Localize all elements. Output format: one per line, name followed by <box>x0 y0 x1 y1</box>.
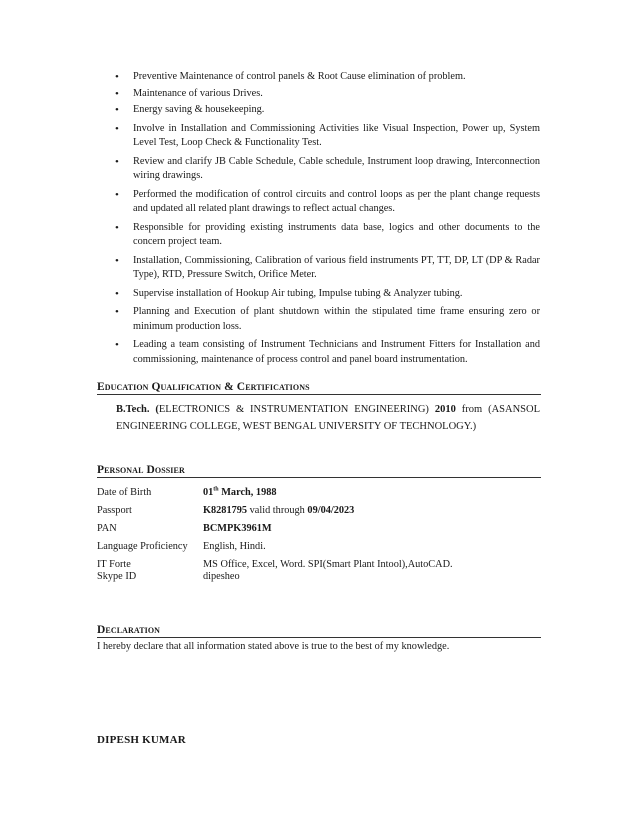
signature-name: DIPESH KUMAR <box>97 734 186 746</box>
graduation-year: 2010 <box>434 404 456 415</box>
list-item: • Responsible for providing existing instruments data base, logics and other documents to the concern project team. <box>104 221 540 250</box>
list-item: • Leading a team consisting of Instrument Technicians and Instrument Fitters for Installation and commissioning, maintenance of process control and panel board instrumentation. <box>104 338 540 367</box>
list-item: • Performed the modification of control circuits and control loops as per the plant change requests and updated all related plant drawings to reflect actual changes. <box>104 188 540 217</box>
passport-valid-text: valid through <box>249 505 305 516</box>
table-row <box>97 541 453 559</box>
list-item: • Maintenance of various Drives. <box>104 87 540 102</box>
it-label: IT Forte <box>97 559 131 570</box>
list-item: • Supervise installation of Hookup Air tubing, Impulse tubing & Analyzer tubing. <box>104 287 540 302</box>
language-label: Language Proficiency <box>97 541 188 552</box>
open-paren: ( <box>155 404 159 415</box>
personal-details-table <box>97 487 453 583</box>
institution: from (ASANSOL ENGINEERING COLLEGE, WEST BENGAL UNIVERSITY OF TECHNOLOGY.) <box>116 404 541 432</box>
skype-label: Skype ID <box>97 571 137 582</box>
language-value: English, Hindi. <box>203 541 266 552</box>
list-item: • Installation, Commissioning, Calibration of various field instruments PT, TT, DP, LT (DP & Radar Type), RTD, Pressure Switch, Orifice Meter. <box>104 254 540 283</box>
it-value: MS Office, Excel, Word. SPI(Smart Plant Intool),AutoCAD. <box>203 559 453 570</box>
education-heading: Education Qualification & Certifications <box>97 381 541 395</box>
table-row <box>97 505 453 523</box>
dob-month-year: March, 1988 <box>221 487 277 499</box>
table-row <box>97 487 453 505</box>
dob-label: Date of Birth <box>97 487 152 498</box>
dob-value <box>203 487 453 505</box>
list-item: • Planning and Execution of plant shutdown within the stipulated time frame ensuring zero or minimum production loss. <box>104 305 540 334</box>
pan-number: BCMPK3961M <box>203 523 272 534</box>
table-row <box>97 559 453 571</box>
list-item: • Preventive Maintenance of control panels & Root Cause elimination of problem. <box>104 70 540 85</box>
skype-value: dipesheo <box>203 571 240 582</box>
list-item: • Review and clarify JB Cable Schedule, Cable schedule, Instrument loop drawing, Interconnection wiring drawings. <box>104 155 540 184</box>
dob-suffix: th <box>213 487 219 493</box>
passport-number: K8281795 <box>203 505 248 516</box>
table-row <box>97 571 453 583</box>
responsibilities-list <box>104 70 540 371</box>
passport-label: Passport <box>97 505 132 516</box>
personal-heading: Personal Dossier <box>97 464 541 478</box>
list-item: • Energy saving & housekeeping. <box>104 103 540 118</box>
degree: B.Tech. <box>116 404 150 415</box>
declaration-heading: Declaration <box>97 624 541 638</box>
table-row <box>97 523 453 541</box>
declaration-text: I hereby declare that all information stated above is true to the best of my knowledge. <box>97 641 450 652</box>
list-item: • Involve in Installation and Commissioning Activities like Visual Inspection, Power up, System Level Test, Loop Check & Functionality Test. <box>104 122 540 151</box>
pan-value <box>203 523 453 541</box>
education-entry <box>116 402 540 435</box>
passport-expiry: 09/04/2023 <box>307 505 355 516</box>
program: ELECTRONICS & INSTRUMENTATION ENGINEERING) <box>158 404 429 415</box>
dob-day: 01 <box>203 487 214 499</box>
pan-label: PAN <box>97 523 117 534</box>
passport-value <box>203 505 453 523</box>
